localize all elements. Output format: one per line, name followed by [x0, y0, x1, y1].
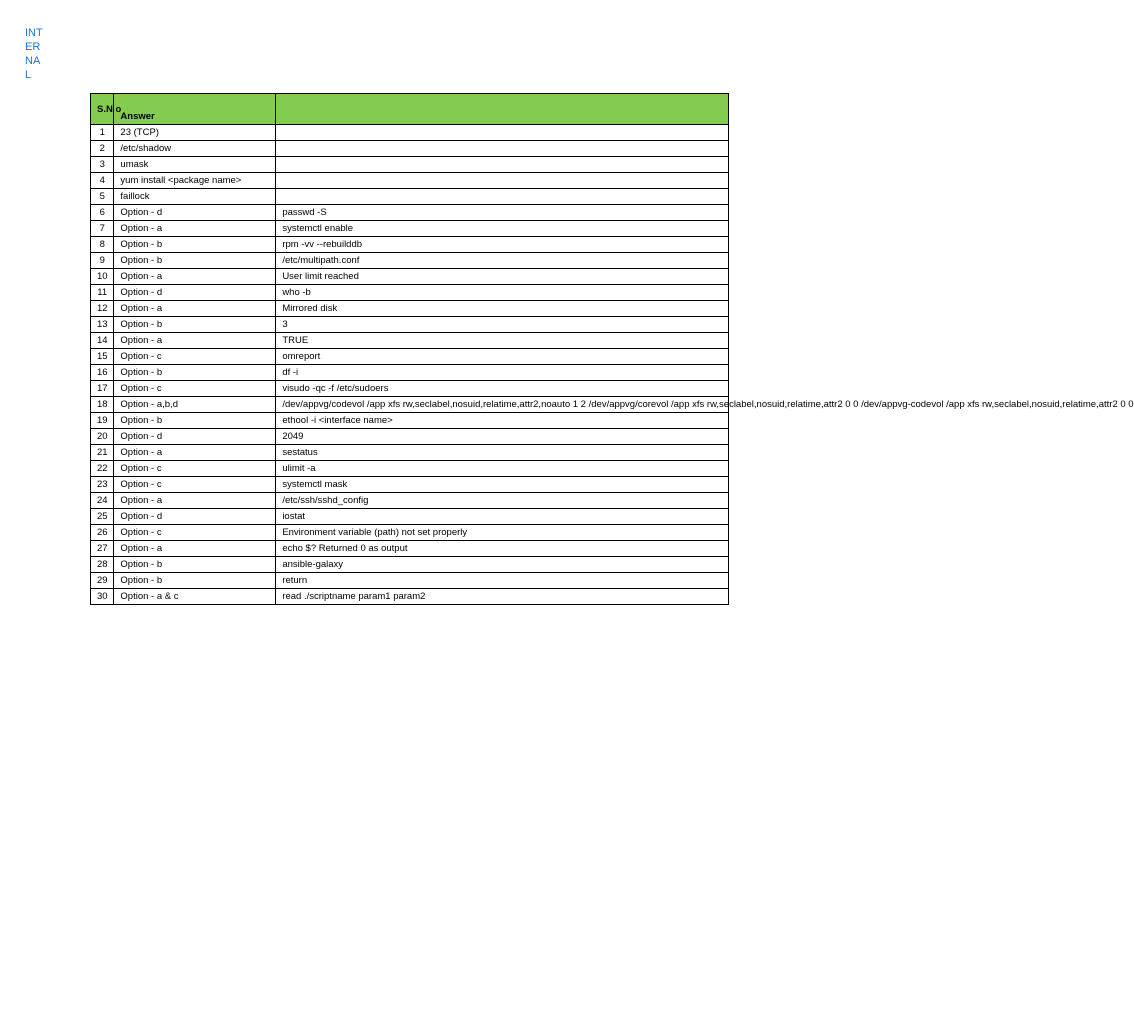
row-sno-cell: 29: [91, 573, 114, 589]
row-detail-cell: omreport: [276, 349, 729, 365]
row-answer-cell: Option - a: [114, 541, 276, 557]
table-row: [91, 573, 729, 589]
row-answer-cell: /etc/shadow: [114, 141, 276, 157]
table-row: [91, 253, 729, 269]
row-detail-cell: sestatus: [276, 445, 729, 461]
row-answer-cell: Option - a: [114, 493, 276, 509]
row-answer-cell: Option - a,b,d: [114, 397, 276, 413]
table-row: [91, 221, 729, 237]
row-detail-cell: who -b: [276, 285, 729, 301]
row-sno-cell: 12: [91, 301, 114, 317]
table-row: [91, 269, 729, 285]
row-detail-cell: systemctl enable: [276, 221, 729, 237]
row-sno-cell: 8: [91, 237, 114, 253]
row-detail-cell: ethool -i <interface name>: [276, 413, 729, 429]
row-answer-cell: Option - c: [114, 525, 276, 541]
row-answer-cell: Option - d: [114, 205, 276, 221]
table-row: [91, 525, 729, 541]
row-answer-cell: Option - c: [114, 349, 276, 365]
row-answer-cell: Option - c: [114, 477, 276, 493]
row-sno-cell: 15: [91, 349, 114, 365]
row-answer-cell: Option - a: [114, 445, 276, 461]
table-row: [91, 509, 729, 525]
row-sno-cell: 9: [91, 253, 114, 269]
row-detail-cell: 3: [276, 317, 729, 333]
table-row: [91, 589, 729, 605]
row-sno-cell: 24: [91, 493, 114, 509]
row-sno-cell: 26: [91, 525, 114, 541]
header-answer: Answer: [114, 94, 276, 125]
row-sno-cell: 19: [91, 413, 114, 429]
row-answer-cell: Option - d: [114, 285, 276, 301]
header-detail: [276, 94, 729, 125]
row-detail-cell: /etc/multipath.conf: [276, 253, 729, 269]
table-row: [91, 349, 729, 365]
table-row: [91, 445, 729, 461]
row-sno-cell: 4: [91, 173, 114, 189]
row-detail-cell: 2049: [276, 429, 729, 445]
row-detail-cell: Mirrored disk: [276, 301, 729, 317]
row-answer-cell: Option - b: [114, 365, 276, 381]
row-detail-cell: User limit reached: [276, 269, 729, 285]
table-row: [91, 237, 729, 253]
row-sno-cell: 10: [91, 269, 114, 285]
row-detail-cell: [276, 173, 729, 189]
row-sno-cell: 22: [91, 461, 114, 477]
row-detail-cell: TRUE: [276, 333, 729, 349]
row-answer-cell: umask: [114, 157, 276, 173]
table-row: [91, 141, 729, 157]
row-answer-cell: Option - c: [114, 381, 276, 397]
row-sno-cell: 14: [91, 333, 114, 349]
row-answer-cell: 23 (TCP): [114, 125, 276, 141]
table-row: [91, 493, 729, 509]
row-detail-cell: [276, 125, 729, 141]
row-sno-cell: 23: [91, 477, 114, 493]
table-row: [91, 413, 729, 429]
classification-line: NA: [25, 55, 41, 67]
table-row: [91, 333, 729, 349]
table-row: [91, 397, 729, 413]
row-detail-cell: ansible-galaxy: [276, 557, 729, 573]
row-detail-cell: [276, 189, 729, 205]
row-detail-cell: [276, 141, 729, 157]
row-sno-cell: 20: [91, 429, 114, 445]
classification-label: [25, 26, 49, 82]
row-sno-cell: 1: [91, 125, 114, 141]
row-sno-cell: 28: [91, 557, 114, 573]
table-row: [91, 461, 729, 477]
table-row: [91, 173, 729, 189]
table-row: [91, 381, 729, 397]
table-row: [91, 429, 729, 445]
row-detail-cell: /dev/appvg/codevol /app xfs rw,seclabel,nosuid,relatime,attr2,noauto 1 2 /dev/appvg/corevol /app xfs rw,seclabel,nosuid,relatime,attr2 0 0 /dev/appvg-codevol /app xfs rw,seclabel,nosuid,relatime,attr2 0 0: [276, 397, 729, 413]
row-detail-cell: passwd -S: [276, 205, 729, 221]
row-detail-cell: echo $? Returned 0 as output: [276, 541, 729, 557]
row-answer-cell: Option - b: [114, 557, 276, 573]
row-sno-cell: 27: [91, 541, 114, 557]
row-detail-cell: rpm -vv --rebuilddb: [276, 237, 729, 253]
table-row: [91, 125, 729, 141]
row-sno-cell: 7: [91, 221, 114, 237]
answers-table: [90, 93, 1134, 605]
row-answer-cell: Option - a: [114, 221, 276, 237]
row-answer-cell: Option - a & c: [114, 589, 276, 605]
row-sno-cell: 2: [91, 141, 114, 157]
row-sno-cell: 13: [91, 317, 114, 333]
row-detail-cell: systemctl mask: [276, 477, 729, 493]
header-row: [91, 94, 729, 125]
row-answer-cell: yum install <package name>: [114, 173, 276, 189]
row-detail-cell: [276, 157, 729, 173]
row-detail-cell: /etc/ssh/sshd_config: [276, 493, 729, 509]
row-answer-cell: faillock: [114, 189, 276, 205]
table-body: [91, 125, 1134, 605]
table-row: [91, 317, 729, 333]
row-sno-cell: 5: [91, 189, 114, 205]
header-sno: S.N o: [91, 94, 114, 125]
row-detail-cell: Environment variable (path) not set properly: [276, 525, 729, 541]
row-answer-cell: Option - a: [114, 269, 276, 285]
row-answer-cell: Option - d: [114, 429, 276, 445]
row-detail-cell: read ./scriptname param1 param2: [276, 589, 729, 605]
table-row: [91, 205, 729, 221]
row-detail-cell: iostat: [276, 509, 729, 525]
row-sno-cell: 18: [91, 397, 114, 413]
table-row: [91, 541, 729, 557]
row-sno-cell: 21: [91, 445, 114, 461]
row-sno-cell: 16: [91, 365, 114, 381]
classification-line: ER: [25, 41, 41, 53]
row-sno-cell: 3: [91, 157, 114, 173]
row-sno-cell: 25: [91, 509, 114, 525]
row-answer-cell: Option - b: [114, 253, 276, 269]
row-detail-cell: ulimit -a: [276, 461, 729, 477]
row-sno-cell: 17: [91, 381, 114, 397]
row-sno-cell: 6: [91, 205, 114, 221]
table-row: [91, 157, 729, 173]
row-answer-cell: Option - b: [114, 237, 276, 253]
row-sno-cell: 30: [91, 589, 114, 605]
row-sno-cell: 11: [91, 285, 114, 301]
row-answer-cell: Option - b: [114, 317, 276, 333]
table-row: [91, 557, 729, 573]
row-answer-cell: Option - b: [114, 413, 276, 429]
row-answer-cell: Option - a: [114, 301, 276, 317]
row-detail-cell: visudo -qc -f /etc/sudoers: [276, 381, 729, 397]
row-detail-cell: return: [276, 573, 729, 589]
table-row: [91, 301, 729, 317]
classification-line: INT: [25, 27, 43, 39]
row-answer-cell: Option - c: [114, 461, 276, 477]
classification-line: L: [25, 69, 32, 81]
table-row: [91, 189, 729, 205]
table-row: [91, 285, 729, 301]
table-row: [91, 477, 729, 493]
row-detail-cell: df -i: [276, 365, 729, 381]
row-answer-cell: Option - a: [114, 333, 276, 349]
row-answer-cell: Option - d: [114, 509, 276, 525]
row-answer-cell: Option - b: [114, 573, 276, 589]
table-row: [91, 365, 729, 381]
